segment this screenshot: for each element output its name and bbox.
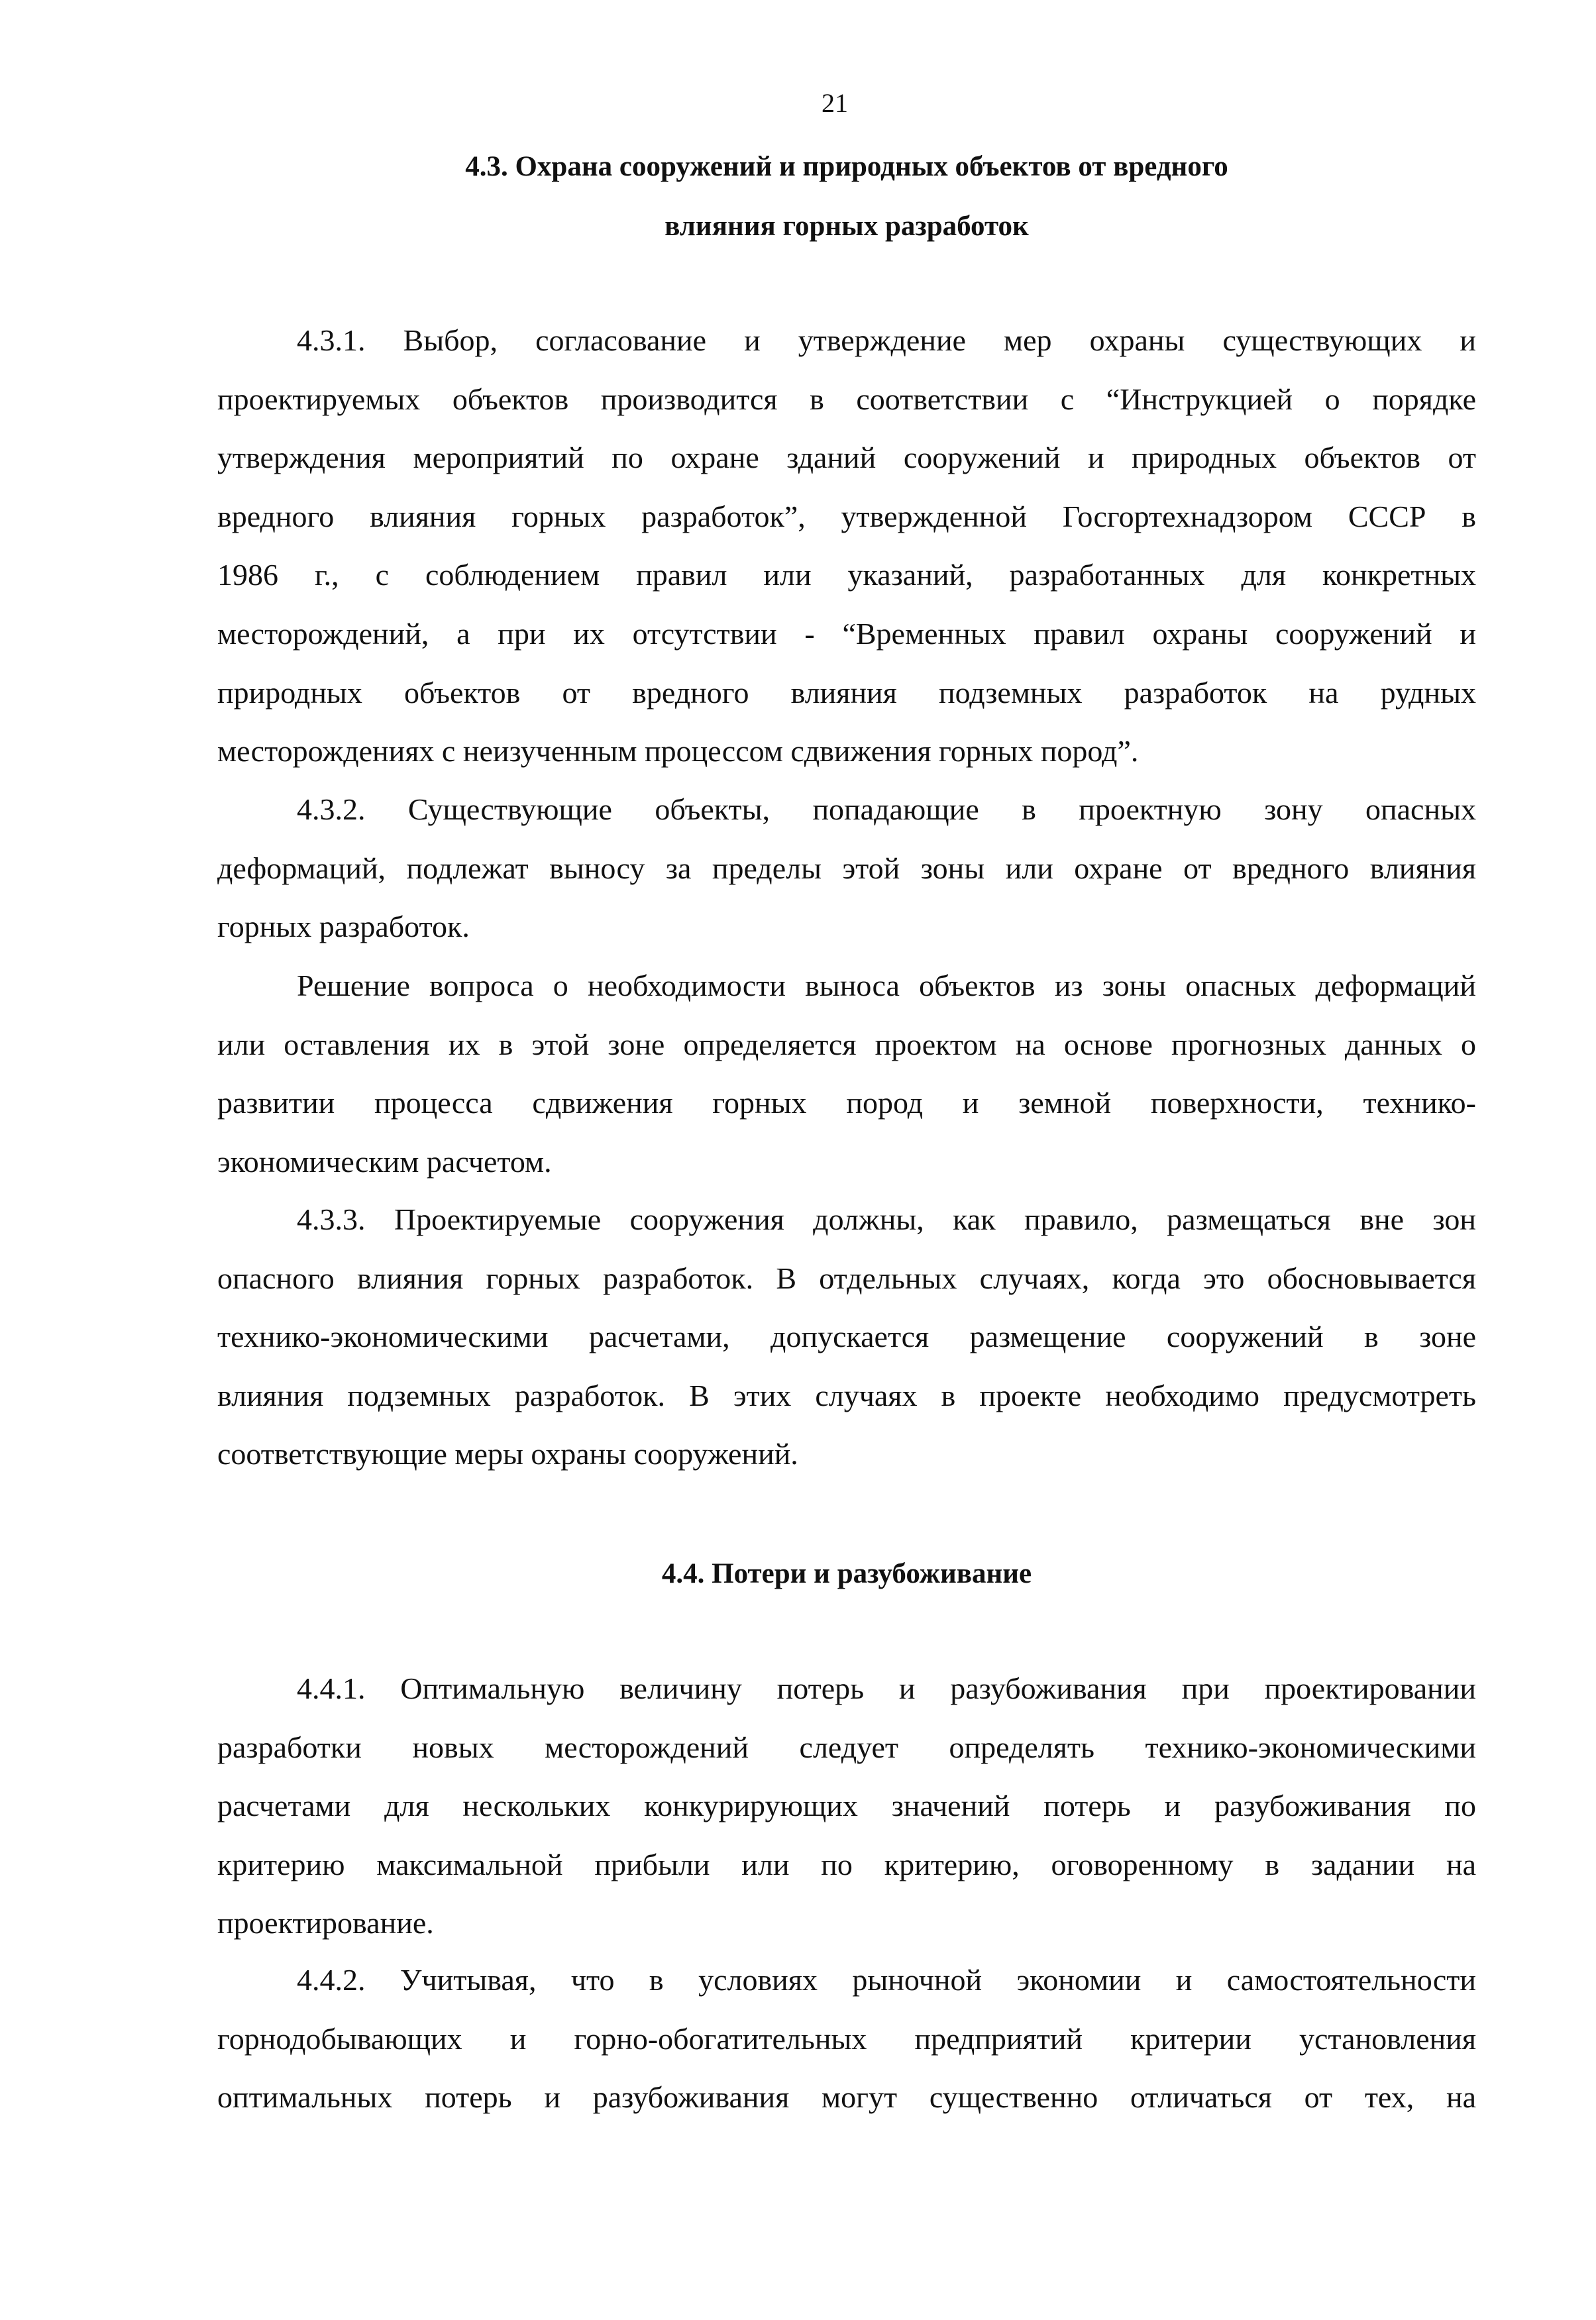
section-4-3-title-line-1: 4.3. Охрана сооружений и природных объектов от вредного [465, 151, 1228, 182]
paragraph-line: проектируемых объектов производится в соответствии с “Инструкцией о порядке [217, 382, 1476, 416]
paragraph-line: проектирование. [217, 1906, 434, 1940]
paragraph-4-3-2 [217, 780, 1476, 957]
paragraph-line: расчетами для нескольких конкурирующих значений потерь и разубоживания по [217, 1789, 1476, 1823]
section-4-3-title-line-2: влияния горных разработок [665, 211, 1029, 242]
paragraph-4-4-1 [217, 1660, 1476, 1953]
paragraph-line: 1986 г., с соблюдением правил или указаний, разработанных для конкретных [217, 558, 1476, 592]
paragraph-line: горных разработок. [217, 910, 470, 944]
paragraph-line: деформаций, подлежат выносу за пределы этой зоны или охране от вредного влияния [217, 851, 1476, 885]
paragraph-line: природных объектов от вредного влияния подземных разработок на рудных [217, 675, 1476, 710]
paragraph-line: технико-экономическими расчетами, допускается размещение сооружений в зоне [217, 1320, 1476, 1354]
paragraph-line: утверждения мероприятий по охране зданий сооружений и природных объектов от [217, 441, 1476, 475]
paragraph-line: влияния подземных разработок. В этих случаях в проекте необходимо предусмотреть [217, 1378, 1476, 1412]
paragraph-line: или оставления их в этой зоне определяется проектом на основе прогнозных данных о [217, 1027, 1476, 1061]
paragraph-decision [217, 957, 1476, 1191]
paragraph-line: экономическим расчетом. [217, 1144, 552, 1179]
paragraph-line: 4.4.2. Учитывая, что в условиях рыночной экономии и самостоятельности [297, 1963, 1476, 1997]
paragraph-4-3-3 [217, 1190, 1476, 1484]
paragraph-line: горнодобывающих и горно-обогатительных предприятий критерии установления [217, 2021, 1476, 2056]
paragraph-line: вредного влияния горных разработок”, утвержденной Госгортехнадзором СССР в [217, 499, 1476, 533]
paragraph-line: оптимальных потерь и разубоживания могут существенно отличаться от тех, на [217, 2080, 1476, 2115]
page-number: 21 [822, 88, 848, 118]
paragraph-line: месторождениях с неизученным процессом сдвижения горных пород”. [217, 734, 1139, 768]
paragraph-line: 4.3.3. Проектируемые сооружения должны, как правило, размещаться вне зон [297, 1202, 1476, 1236]
paragraph-line: 4.3.1. Выбор, согласование и утверждение мер охраны существующих и [297, 323, 1476, 357]
paragraph-line: опасного влияния горных разработок. В отдельных случаях, когда это обосновывается [217, 1261, 1476, 1295]
section-4-4-title: 4.4. Потери и разубоживание [661, 1558, 1032, 1589]
paragraph-4-4-2 [217, 1951, 1476, 2127]
paragraph-line: 4.3.2. Существующие объекты, попадающие в проектную зону опасных [297, 792, 1476, 826]
paragraph-line: разработки новых месторождений следует определять технико-экономическими [217, 1730, 1476, 1764]
paragraph-line: 4.4.1. Оптимальную величину потерь и разубоживания при проектировании [297, 1671, 1476, 1705]
paragraph-line: месторождений, а при их отсутствии - “Временных правил охраны сооружений и [217, 616, 1476, 651]
paragraph-line: Решение вопроса о необходимости выноса объектов из зоны опасных деформаций [297, 969, 1476, 1002]
paragraph-line: соответствующие меры охраны сооружений. [217, 1437, 798, 1471]
paragraph-4-3-1 [217, 311, 1476, 781]
paragraph-line: развитии процесса сдвижения горных пород и земной поверхности, технико- [217, 1086, 1476, 1120]
paragraph-line: критерию максимальной прибыли или по критерию, оговоренному в задании на [217, 1847, 1476, 1881]
